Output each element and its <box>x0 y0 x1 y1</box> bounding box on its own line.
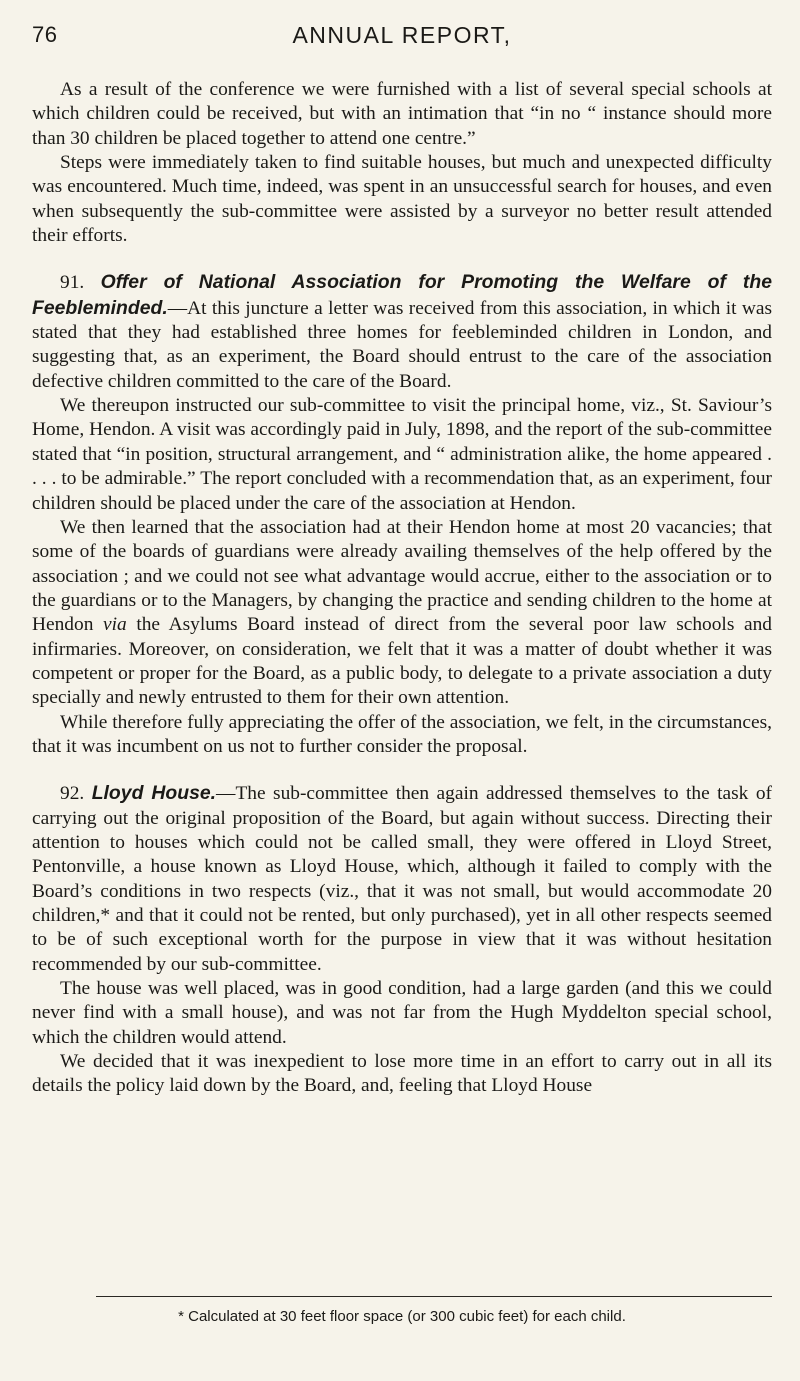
paragraph-vacancies-text-b: the Asylums Board instead of direct from the several poor law schools and infirmaries. Moreover, on consideration, we felt that it was a matter of doubt whether it was competent or proper for the Board, as a public body, to delegate to a private association a duty specially and newly entrusted to them for their own attention. <box>32 614 772 709</box>
paragraph-decision: We decided that it was inexpedient to lose more time in an effort to carry out in all its details the policy laid down by the Board, and, feeling that Lloyd House <box>32 1051 772 1097</box>
paragraph-vacancies-text-a: We then learned that the association had at their Hendon home at most 20 vacancies; that some of the boards of guardians were already availing themselves of the help offered by the association ; and we could not see what advantage would accrue, either to the association or to the guardians or to the Managers, by changing the practice and sending children to the home at Hendon <box>32 516 772 636</box>
section-91-text: —At this juncture a letter was received from this association, in which it was stated that they had established three homes for feebleminded children in London, and suggesting that, as an experiment, the Board should entrust to the care of the association defective children committed to the care of the Board. <box>32 297 772 392</box>
section-92-number: 92. <box>60 783 85 805</box>
document-page <box>32 0 772 1381</box>
section-91 <box>32 270 772 394</box>
page-header <box>32 20 772 60</box>
paragraph-house-condition: The house was well placed, was in good condition, had a large garden (and this we could never find with a small house), and was not far from the Hugh Myddelton special school, which the children would attend. <box>32 978 772 1048</box>
section-91-heading: Offer of National Association for Promoting the Welfare of the Feebleminded. <box>32 271 772 319</box>
section-92 <box>32 781 772 977</box>
paragraph-offer-declined: While therefore fully appreciating the offer of the association, we felt, in the circumstances, that it was incumbent on us not to further consider the proposal. <box>32 711 772 757</box>
paragraph-visit-hendon: We thereupon instructed our sub-committee to visit the principal home, viz., St. Saviour’s Home, Hendon. A visit was accordingly paid in July, 1898, and the report of the sub-committee stated that “in position, structural arrangement, and “ administration alike, the home appeared . . . . to be admirable.” The report concluded with a recommendation that, as an experiment, four children should be placed under the care of the association at Hendon. <box>32 395 772 514</box>
section-92-heading: Lloyd House. <box>91 782 217 805</box>
footnote: * Calculated at 30 feet floor space (or 300 cubic feet) for each child. <box>178 1308 626 1325</box>
footnote-rule <box>96 1296 772 1297</box>
section-92-text-a: —The sub-committee then again addressed themselves to the task of carrying out the original proposition of the Board, but again without success. Directing their attention to houses which could not be called small, they were offered in Lloyd Street, Pentonville, a house known as Lloyd House, which, although it failed to comply with the Board’s conditions in two respects (viz., that it was not small, but would accommodate 20 children, <box>32 783 772 926</box>
section-91-number: 91. <box>60 272 85 294</box>
running-head: ANNUAL REPORT, <box>292 22 512 48</box>
paragraph-steps-taken: Steps were immediately taken to find suitable houses, but much and unexpected difficulty was encountered. Much time, indeed, was spent in an unsuccessful search for houses, and even when subsequently the sub-committee were assisted by a surveyor no better result attended their efforts. <box>32 152 772 247</box>
via-italic: via <box>103 614 127 636</box>
page-number: 76 <box>32 22 58 47</box>
body-text <box>32 78 772 1099</box>
paragraph-conference-result: As a result of the conference we were furnished with a list of several special schools at which children could be received, but with an intimation that “in no “ instance should more than 30 children be placed together to attend one centre.” <box>32 79 772 149</box>
paragraph-vacancies <box>32 516 772 711</box>
section-92-text-b: and that it could not be rented, but only purchased), yet in all other respects seemed to be of such exceptional worth for the purpose in view that it was without hesitation recommended by our sub-committee. <box>32 905 772 975</box>
footnote-mark: * <box>100 905 111 926</box>
